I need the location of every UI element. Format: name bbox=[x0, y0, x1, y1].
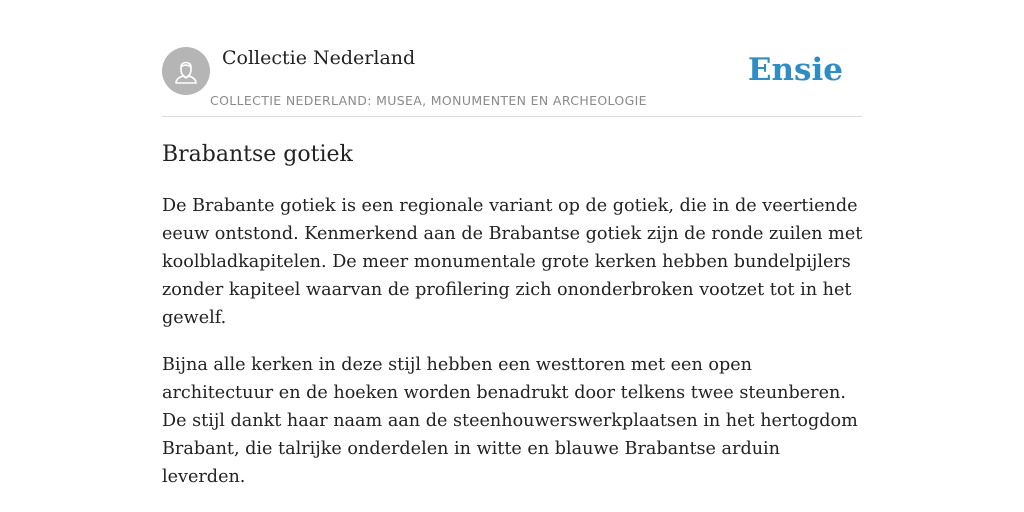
source-label[interactable]: COLLECTIE NEDERLAND: MUSEA, MONUMENTEN EN ARCHEOLOGIE bbox=[210, 93, 647, 108]
article-paragraph-1: De Brabante gotiek is een regionale variant op de gotiek, die in de veertiende eeuw ontstond. Kenmerkend aan de Brabantse gotiek zijn de ronde zuilen met koolbladkapitelen. De meer monumentale grote kerken hebben bundelpijlers zonder kapiteel waarvan de profilering zich ononderbroken vootzet tot in het gewelf. bbox=[162, 196, 863, 328]
user-silhouette-icon bbox=[162, 47, 210, 95]
author-name[interactable]: Collectie Nederland bbox=[222, 47, 416, 69]
author-avatar[interactable] bbox=[162, 47, 210, 95]
article-title: Brabantse gotiek bbox=[162, 142, 353, 167]
article-body bbox=[162, 192, 867, 510]
ensie-logo[interactable]: Ensie bbox=[747, 52, 843, 88]
article-paragraph-2: Bijna alle kerken in deze stijl hebben een westtoren met een open architectuur en de hoeken worden benadrukt door telkens twee steunberen. De stijl dankt haar naam aan de steenhouwerswerkplaatsen in het hertogdom Brabant, die talrijke onderdelen in witte en blauwe Brabantse arduin leverden. bbox=[162, 355, 858, 487]
article-header bbox=[162, 0, 862, 117]
article-card bbox=[162, 0, 862, 512]
